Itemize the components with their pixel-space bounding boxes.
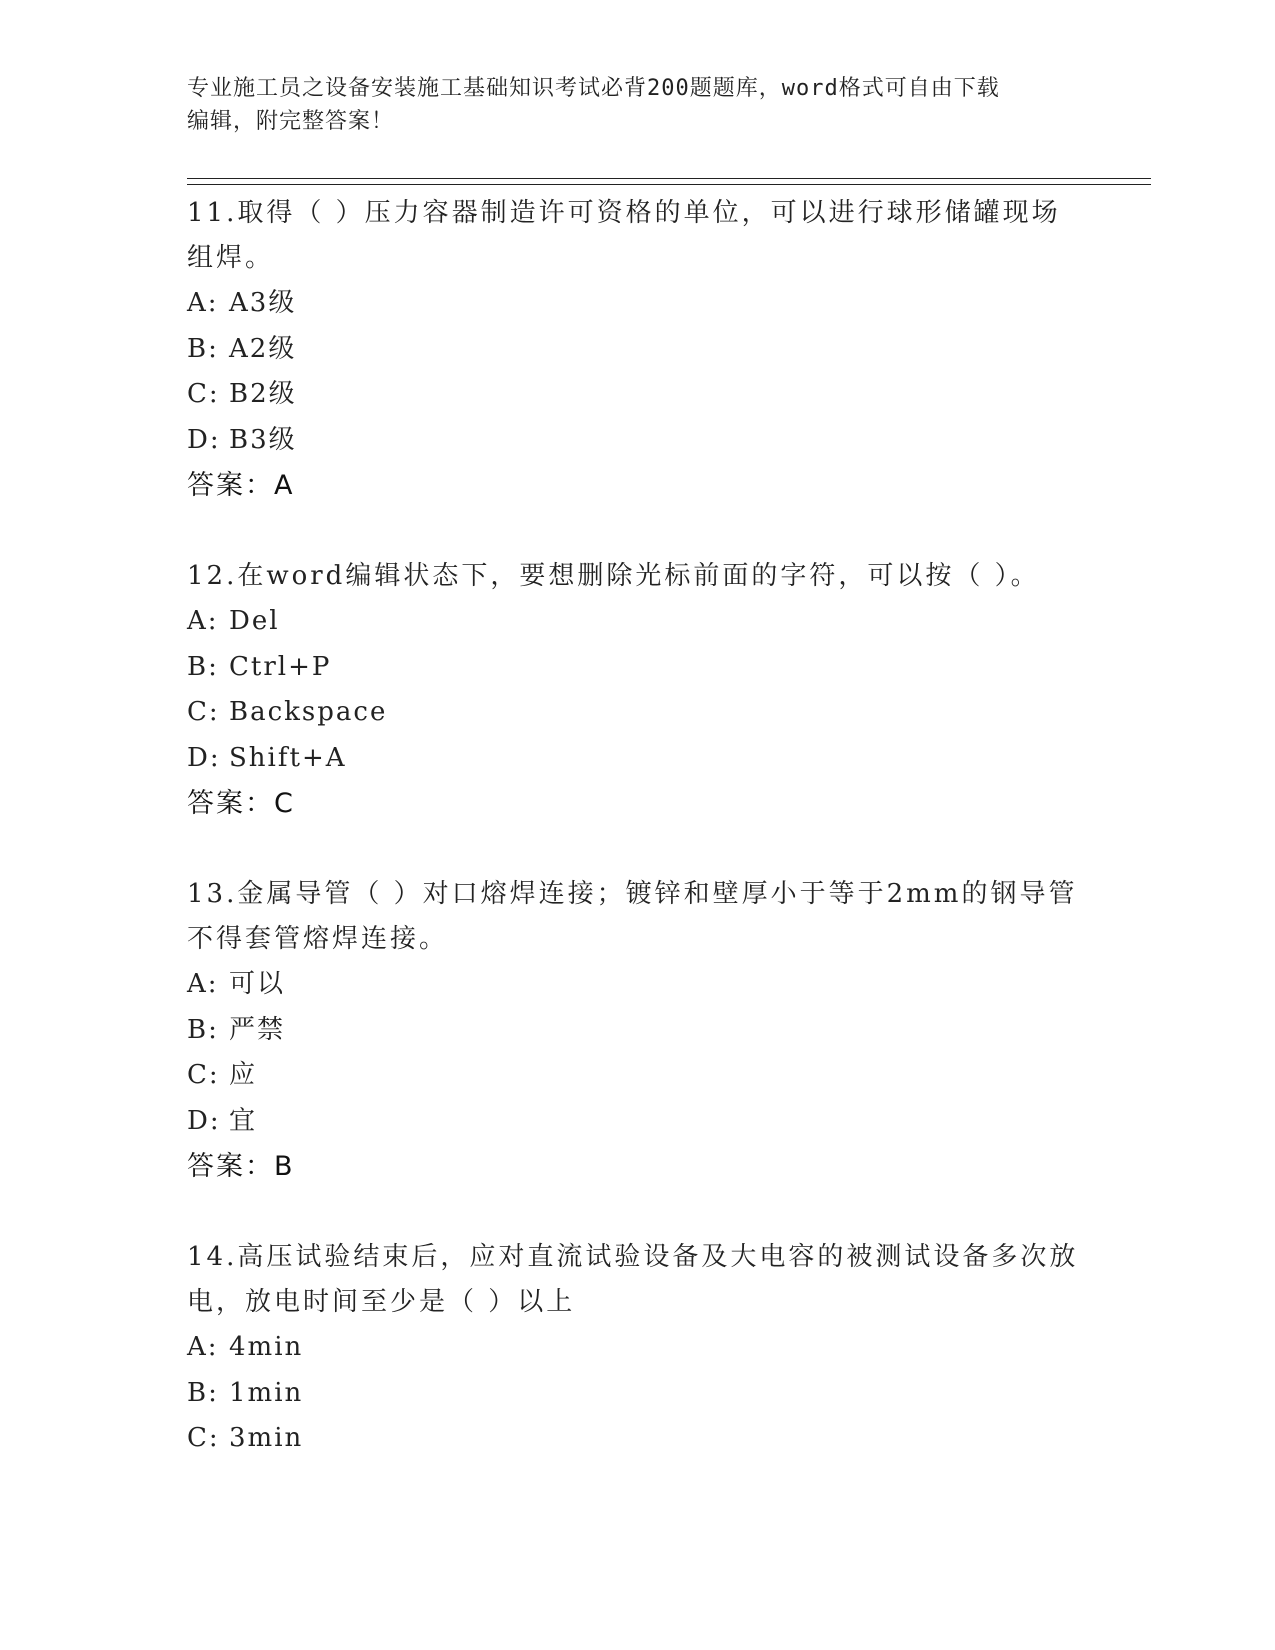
option-text: Del — [229, 606, 280, 636]
answer-line: 答案：C — [187, 788, 295, 819]
option-b — [187, 327, 1087, 373]
header-line-2: 编辑，附完整答案！ — [187, 109, 395, 134]
option-letter: D: — [187, 1105, 221, 1136]
answer-line: 答案：A — [187, 470, 295, 501]
option-text: 宜 — [229, 1105, 258, 1136]
option-b — [187, 645, 1087, 691]
question-stem: 14.高压试验结束后，应对直流试验设备及大电容的被测试设备多次放电，放电时间至少是（ ）以上 — [187, 1242, 1079, 1317]
question-stem: 11.取得（ ）压力容器制造许可资格的单位，可以进行球形储罐现场组焊。 — [187, 198, 1061, 273]
option-text: Backspace — [229, 697, 388, 727]
option-c — [187, 1416, 1087, 1462]
option-text: B2级 — [229, 379, 297, 409]
option-d — [187, 1099, 1087, 1145]
option-letter: B: — [187, 333, 219, 364]
option-text: 1min — [229, 1377, 304, 1408]
header-divider-top — [187, 178, 1151, 179]
option-c — [187, 372, 1087, 418]
option-letter: B: — [187, 651, 219, 682]
answer-line: 答案：B — [187, 1151, 295, 1182]
option-a — [187, 599, 1087, 645]
header-line-1: 专业施工员之设备安装施工基础知识考试必背200题题库，word格式可自由下载 — [187, 76, 1000, 101]
option-letter: B: — [187, 1377, 219, 1408]
option-text: 应 — [229, 1060, 258, 1090]
option-c — [187, 1053, 1087, 1099]
question-list — [187, 191, 1087, 1508]
option-a — [187, 962, 1087, 1008]
option-text: A2级 — [229, 333, 297, 364]
option-letter: D: — [187, 424, 221, 455]
option-b — [187, 1371, 1087, 1417]
question-13 — [187, 872, 1087, 1189]
question-11 — [187, 191, 1087, 508]
header-divider-bottom — [187, 184, 1151, 185]
question-stem: 12.在word编辑状态下，要想删除光标前面的字符，可以按（ ）。 — [187, 561, 1040, 591]
option-text: Ctrl+P — [229, 651, 332, 682]
option-text: Shift+A — [229, 742, 347, 773]
document-header — [187, 72, 1087, 138]
option-d — [187, 418, 1087, 464]
option-c — [187, 690, 1087, 736]
option-letter: C: — [187, 379, 220, 409]
option-letter: A: — [187, 606, 219, 636]
option-text: 4min — [229, 1332, 304, 1362]
option-text: 严禁 — [229, 1014, 286, 1045]
option-a — [187, 1325, 1087, 1371]
option-d — [187, 736, 1087, 782]
option-text: 可以 — [229, 969, 286, 999]
option-text: B3级 — [229, 424, 297, 455]
option-b — [187, 1008, 1087, 1054]
option-letter: A: — [187, 288, 219, 318]
option-letter: C: — [187, 1060, 220, 1090]
option-letter: A: — [187, 1332, 219, 1362]
question-stem: 13.金属导管（ ）对口熔焊连接；镀锌和壁厚小于等于2mm的钢导管不得套管熔焊连接。 — [187, 879, 1078, 954]
option-letter: C: — [187, 697, 220, 727]
option-letter: A: — [187, 969, 219, 999]
option-letter: B: — [187, 1014, 219, 1045]
question-12 — [187, 554, 1087, 826]
option-text: A3级 — [229, 288, 297, 318]
option-letter: C: — [187, 1423, 220, 1453]
question-14 — [187, 1235, 1087, 1462]
option-letter: D: — [187, 742, 221, 773]
option-text: 3min — [229, 1423, 304, 1453]
option-a — [187, 281, 1087, 327]
